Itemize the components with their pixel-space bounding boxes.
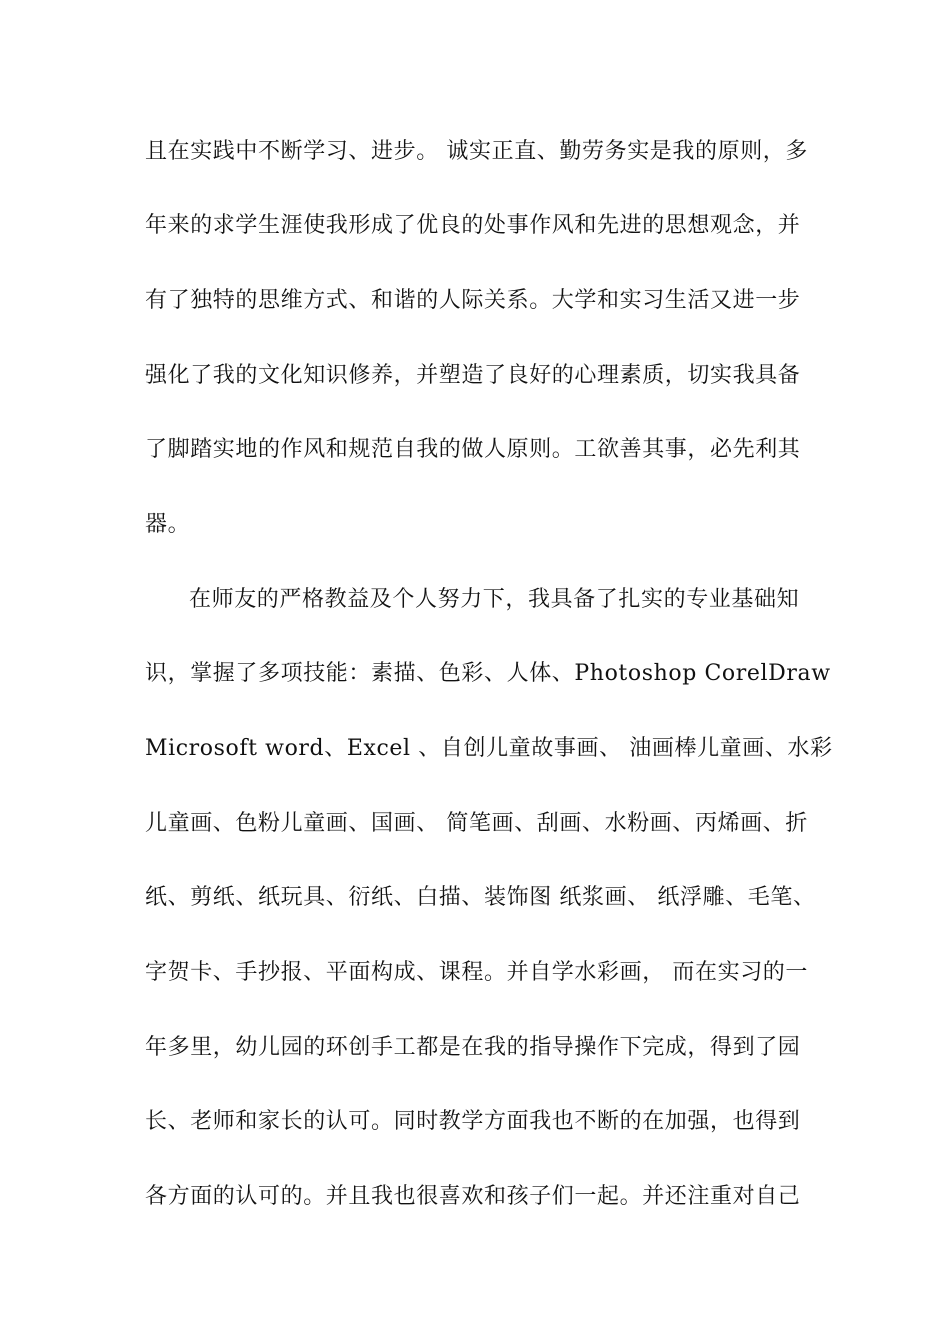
text-line: 儿童画、色粉儿童画、国画、 简笔画、刮画、水粉画、丙烯画、折 <box>145 811 808 836</box>
text-line: 年来的求学生涯使我形成了优良的处事作风和先进的思想观念，并 <box>145 213 801 238</box>
text-line: 且在实践中不断学习、进步。 诚实正直、勤劳务实是我的原则，多 <box>145 139 808 164</box>
text-line: 了脚踏实地的作风和规范自我的做人原则。工欲善其事，必先利其 <box>145 437 801 462</box>
text-line: Microsoft word、Excel 、自创儿童故事画、 油画棒儿童画、水彩 <box>145 736 833 761</box>
text-line: 器。 <box>145 512 191 537</box>
text-line: 年多里，幼儿园的环创手工都是在我的指导操作下完成，得到了园 <box>145 1035 801 1060</box>
text-line: 强化了我的文化知识修养，并塑造了良好的心理素质，切实我具备 <box>145 363 801 388</box>
text-line: 各方面的认可的。并且我也很喜欢和孩子们一起。并还注重对自己 <box>145 1184 801 1209</box>
text-line: 有了独特的思维方式、和谐的人际关系。大学和实习生活又进一步 <box>145 288 801 313</box>
text-line: 纸、剪纸、纸玩具、衍纸、白描、装饰图 纸浆画、 纸浮雕、毛笔、 <box>145 885 816 910</box>
paragraph-first-line: 在师友的严格教益及个人努力下，我具备了扎实的专业基础知 <box>189 587 800 612</box>
text-line: 识，掌握了多项技能：素描、色彩、人体、Photoshop CorelDraw <box>145 661 831 686</box>
text-line: 长、老师和家长的认可。同时教学方面我也不断的在加强，也得到 <box>145 1109 801 1134</box>
text-line: 字贺卡、手抄报、平面构成、课程。并自学水彩画， 而在实习的一 <box>145 960 808 985</box>
